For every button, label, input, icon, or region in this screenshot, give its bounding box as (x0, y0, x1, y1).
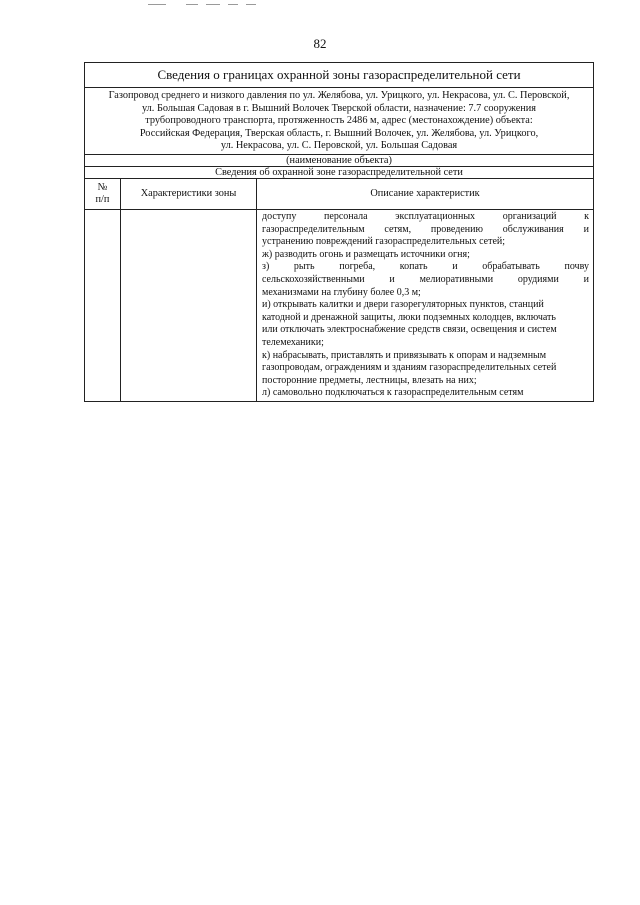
column-header-characteristics: Характеристики зоны (121, 178, 257, 209)
description-word: почву (564, 261, 589, 273)
description-line: л) самовольно подключаться к газораспределительным сетям (262, 387, 524, 399)
scan-edge-mark (228, 4, 238, 5)
description-word: обрабатывать (482, 261, 540, 273)
description-line (262, 274, 589, 287)
protection-zone-table (84, 62, 594, 402)
object-description-line: трубопроводного транспорта, протяженность 2486 м, адрес (местонахождение) объекта: (145, 115, 533, 127)
scan-edge-mark (148, 4, 166, 5)
description-line (262, 224, 589, 237)
description-word: проведению (430, 223, 483, 235)
scan-edge-mark (186, 4, 198, 5)
row-description-cell (257, 209, 594, 401)
description-word: мелиоративными (419, 273, 494, 285)
object-description-line: Газопровод среднего и низкого давления по ул. Желябова, ул. Урицкого, ул. Некрасова, ул. С. Перовской, (108, 90, 570, 101)
description-line: телемеханики; (262, 336, 324, 348)
description-word: и (452, 261, 458, 273)
description-word: з) (262, 261, 270, 273)
description-line: газопроводам, ограждениям и зданиям газораспределительных сетей (262, 362, 557, 374)
object-description-line: ул. Некрасова, ул. С. Перовской, ул. Большая Садовая (220, 140, 458, 152)
description-word: сельскохозяйственными (262, 273, 365, 285)
column-header-number-abbr: п/п (95, 193, 110, 205)
description-word: погреба, (339, 261, 376, 273)
description-line: посторонние предметы, лестницы, влезать на них; (262, 374, 477, 386)
description-line: или отключать электроснабжение средств связи, освещения и систем (262, 324, 557, 336)
scan-edge-mark (206, 4, 220, 5)
object-description-line: ул. Большая Садовая в г. Вышний Волочек Тверской области, назначение: 7.7 сооружения (141, 102, 537, 114)
description-word: и (583, 223, 589, 235)
description-word: орудиями (517, 273, 559, 285)
description-word: рыть (293, 261, 315, 273)
description-line: механизмами на глубину более 0,3 м; (262, 286, 421, 298)
object-description-line: Российская Федерация, Тверская область, г. Вышний Волочек, ул. Желябова, ул. Урицкого, (139, 127, 539, 139)
row-characteristic-cell (121, 209, 257, 401)
document-title: Сведения о границах охранной зоны газораспределительной сети (85, 63, 594, 88)
description-line: и) открывать калитки и двери газорегуляторных пунктов, станций (262, 299, 544, 311)
description-word: обслуживания (502, 223, 564, 235)
description-word: газораспределительным (262, 223, 365, 235)
description-line (262, 261, 589, 274)
description-word: к (584, 210, 589, 222)
scan-edge-mark (246, 4, 256, 5)
row-number-cell (85, 209, 121, 401)
description-line: ж) разводить огонь и размещать источники огня; (262, 248, 470, 260)
page-number: 82 (313, 36, 327, 51)
column-header-description: Описание характеристик (257, 178, 594, 209)
description-word: доступу (262, 210, 297, 222)
table-header-row (85, 178, 594, 209)
object-caption: (наименование объекта) (85, 154, 594, 166)
description-word: и (583, 273, 589, 285)
description-word: организаций (502, 210, 557, 222)
description-word: и (389, 273, 395, 285)
table-row (85, 209, 594, 401)
column-header-number (85, 178, 121, 209)
description-word: копать (399, 261, 428, 273)
description-word: эксплуатационных (395, 210, 476, 222)
object-description (85, 88, 594, 155)
description-word: сетям, (384, 223, 412, 235)
description-line: катодной и дренажной защиты, люки подземных колодцев, включать (262, 311, 556, 323)
section-title: Сведения об охранной зоне газораспределительной сети (85, 166, 594, 178)
description-line (262, 211, 589, 224)
description-line: к) набрасывать, приставлять и привязывать к опорам и надземным (262, 349, 547, 361)
column-header-number-symbol: № (97, 181, 108, 193)
description-line: устранению повреждений газораспределительных сетей; (262, 236, 506, 248)
description-word: персонала (324, 210, 368, 222)
